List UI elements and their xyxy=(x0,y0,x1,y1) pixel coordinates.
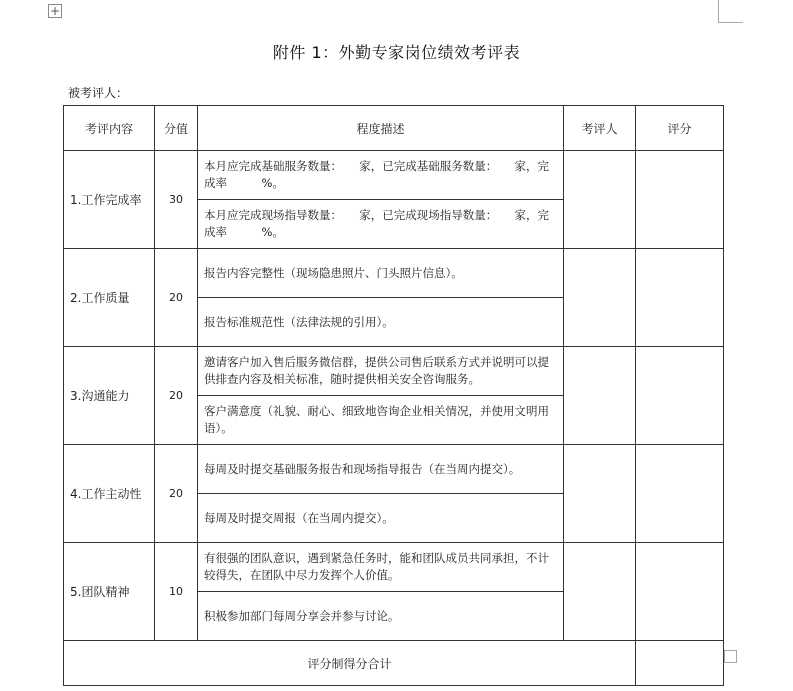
evaluator-cell[interactable] xyxy=(564,445,636,543)
rating-cell[interactable] xyxy=(636,249,724,347)
table-row xyxy=(64,543,724,592)
table-resize-handle-icon[interactable] xyxy=(724,650,737,663)
total-score-cell[interactable] xyxy=(636,641,724,686)
row-item[interactable]: 5.团队精神 xyxy=(64,543,155,641)
header-evaluator[interactable]: 考评人 xyxy=(564,106,636,151)
row-description[interactable]: 本月应完成基础服务数量： 家，已完成基础服务数量： 家，完成率 %。 xyxy=(198,151,564,200)
row-item[interactable]: 2.工作质量 xyxy=(64,249,155,347)
row-description[interactable]: 有很强的团队意识，遇到紧急任务时，能和团队成员共同承担，不计较得失，在团队中尽力发挥个人价值。 xyxy=(198,543,564,592)
row-description[interactable]: 积极参加部门每周分享会并参与讨论。 xyxy=(198,592,564,641)
table-row xyxy=(64,249,724,298)
row-description[interactable]: 报告内容完整性（现场隐患照片、门头照片信息）。 xyxy=(198,249,564,298)
row-item[interactable]: 3.沟通能力 xyxy=(64,347,155,445)
rating-cell[interactable] xyxy=(636,151,724,249)
row-score[interactable]: 20 xyxy=(155,347,198,445)
row-item[interactable]: 4.工作主动性 xyxy=(64,445,155,543)
table-row xyxy=(64,151,724,200)
document-title: 附件 1：外勤专家岗位绩效考评表 xyxy=(272,43,521,62)
evaluator-cell[interactable] xyxy=(564,347,636,445)
total-row xyxy=(64,641,724,686)
row-score[interactable]: 20 xyxy=(155,445,198,543)
row-description[interactable]: 报告标准规范性（法律法规的引用）。 xyxy=(198,298,564,347)
header-item[interactable]: 考评内容 xyxy=(64,106,155,151)
row-description[interactable]: 邀请客户加入售后服务微信群，提供公司售后联系方式并说明可以提供排查内容及相关标准，随时提供相关安全咨询服务。 xyxy=(198,347,564,396)
table-header-row xyxy=(64,106,724,151)
page-corner-mark xyxy=(718,0,743,23)
row-item[interactable]: 1.工作完成率 xyxy=(64,151,155,249)
row-description[interactable]: 客户满意度（礼貌、耐心、细致地咨询企业相关情况，并使用文明用语）。 xyxy=(198,396,564,445)
evaluator-cell[interactable] xyxy=(564,151,636,249)
header-description[interactable]: 程度描述 xyxy=(198,106,564,151)
rating-cell[interactable] xyxy=(636,445,724,543)
header-score[interactable]: 分值 xyxy=(155,106,198,151)
rating-cell[interactable] xyxy=(636,347,724,445)
table-row xyxy=(64,445,724,494)
evaluator-cell[interactable] xyxy=(564,249,636,347)
header-rating[interactable]: 评分 xyxy=(636,106,724,151)
total-label[interactable]: 评分制得分合计 xyxy=(64,641,636,686)
table-row xyxy=(64,347,724,396)
row-score[interactable]: 10 xyxy=(155,543,198,641)
rating-cell[interactable] xyxy=(636,543,724,641)
row-description[interactable]: 每周及时提交周报（在当周内提交）。 xyxy=(198,494,564,543)
evaluatee-label[interactable]: 被考评人： xyxy=(68,86,129,100)
row-description[interactable]: 本月应完成现场指导数量： 家，已完成现场指导数量： 家，完成率 %。 xyxy=(198,200,564,249)
evaluator-cell[interactable] xyxy=(564,543,636,641)
row-score[interactable]: 20 xyxy=(155,249,198,347)
row-description[interactable]: 每周及时提交基础服务报告和现场指导报告（在当周内提交）。 xyxy=(198,445,564,494)
evaluation-table xyxy=(63,105,724,686)
table-move-handle-icon[interactable]: + xyxy=(49,4,61,18)
row-score[interactable]: 30 xyxy=(155,151,198,249)
